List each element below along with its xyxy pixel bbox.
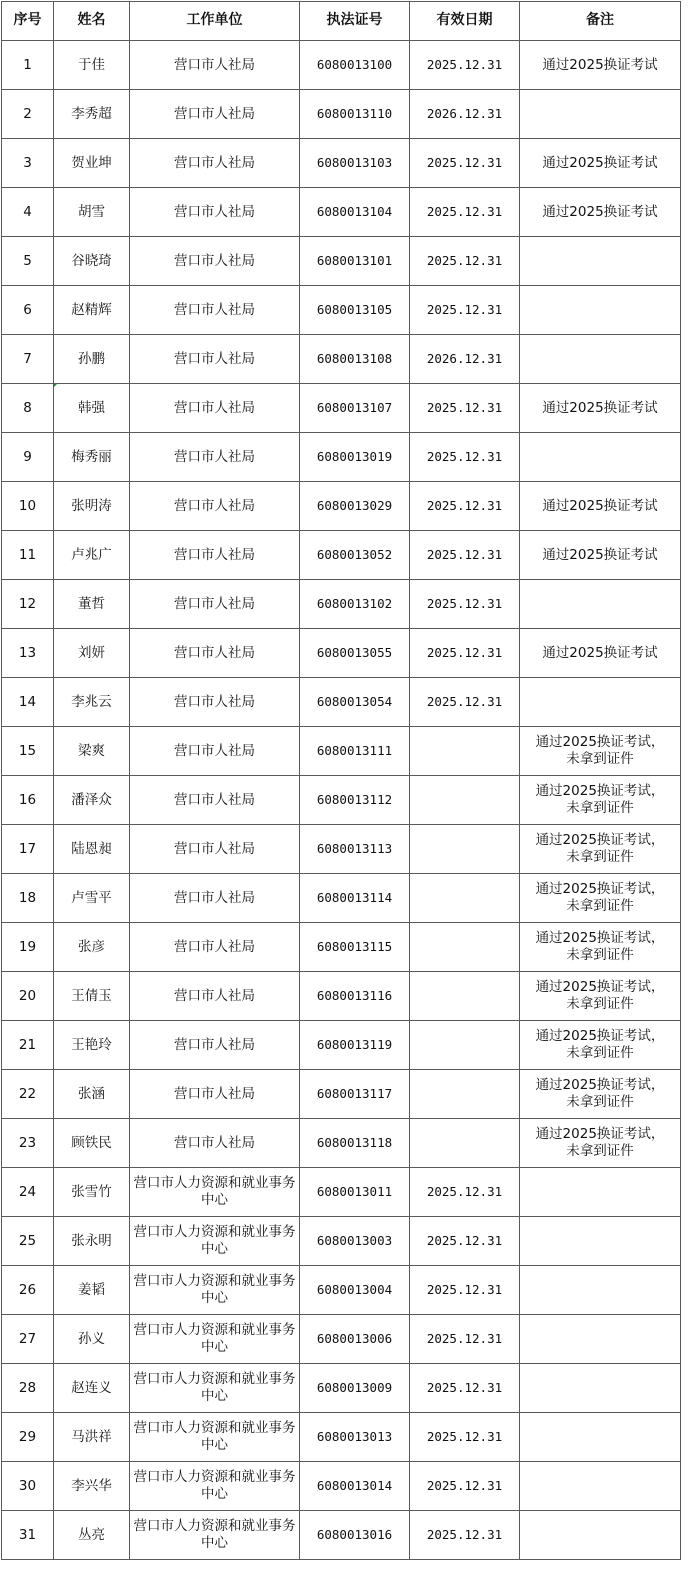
cell-note	[520, 1364, 681, 1413]
cell-no: 30	[2, 1462, 54, 1511]
cell-name: 陆恩昶	[54, 825, 130, 874]
cell-no: 4	[2, 188, 54, 237]
cell-note	[520, 1217, 681, 1266]
cell-cert: 6080013114	[300, 874, 410, 923]
cell-no: 21	[2, 1021, 54, 1070]
cell-unit: 营口市人社局	[130, 923, 300, 972]
cell-unit: 营口市人社局	[130, 433, 300, 482]
cell-unit: 营口市人社局	[130, 188, 300, 237]
table-row	[2, 923, 681, 972]
cell-note	[520, 1413, 681, 1462]
cell-cert: 6080013118	[300, 1119, 410, 1168]
cell-name: 孙义	[54, 1315, 130, 1364]
table-row	[2, 1217, 681, 1266]
table-row	[2, 1070, 681, 1119]
cell-name: 王艳玲	[54, 1021, 130, 1070]
table-row	[2, 825, 681, 874]
cell-name: 赵连义	[54, 1364, 130, 1413]
cell-unit: 营口市人力资源和就业事务中心	[130, 1168, 300, 1217]
cell-cert: 6080013111	[300, 727, 410, 776]
cell-unit: 营口市人社局	[130, 286, 300, 335]
cell-name: 李秀超	[54, 90, 130, 139]
cell-date: 2025.12.31	[410, 580, 520, 629]
cell-unit: 营口市人社局	[130, 1119, 300, 1168]
cell-cert: 6080013108	[300, 335, 410, 384]
cell-no: 10	[2, 482, 54, 531]
cell-cert: 6080013006	[300, 1315, 410, 1364]
cell-unit: 营口市人社局	[130, 678, 300, 727]
cell-name: 董哲	[54, 580, 130, 629]
cell-no: 27	[2, 1315, 54, 1364]
cell-note	[520, 90, 681, 139]
cell-unit: 营口市人社局	[130, 1070, 300, 1119]
table-row	[2, 678, 681, 727]
cell-date: 2025.12.31	[410, 678, 520, 727]
cell-name: 顾铁民	[54, 1119, 130, 1168]
cell-no: 22	[2, 1070, 54, 1119]
cell-note: 通过2025换证考试	[520, 384, 681, 433]
cell-name: 梅秀丽	[54, 433, 130, 482]
table-row	[2, 972, 681, 1021]
cell-cert: 6080013014	[300, 1462, 410, 1511]
cell-name: 刘妍	[54, 629, 130, 678]
cell-unit: 营口市人力资源和就业事务中心	[130, 1413, 300, 1462]
table-row	[2, 286, 681, 335]
cell-name: 张永明	[54, 1217, 130, 1266]
table-row	[2, 531, 681, 580]
cell-cert: 6080013112	[300, 776, 410, 825]
header-no: 序号	[2, 2, 54, 41]
cell-cert: 6080013110	[300, 90, 410, 139]
cell-date: 2025.12.31	[410, 188, 520, 237]
cell-cert: 6080013019	[300, 433, 410, 482]
cell-unit: 营口市人力资源和就业事务中心	[130, 1266, 300, 1315]
cell-note: 通过2025换证考试， 未拿到证件	[520, 923, 681, 972]
cell-cert: 6080013009	[300, 1364, 410, 1413]
cell-note	[520, 1511, 681, 1560]
cell-date: 2025.12.31	[410, 41, 520, 90]
table-row	[2, 90, 681, 139]
cell-unit: 营口市人社局	[130, 972, 300, 1021]
cell-note: 通过2025换证考试， 未拿到证件	[520, 1070, 681, 1119]
cell-note	[520, 1266, 681, 1315]
cell-no: 13	[2, 629, 54, 678]
cell-unit: 营口市人社局	[130, 139, 300, 188]
cell-name: 姜韬	[54, 1266, 130, 1315]
table-row	[2, 1119, 681, 1168]
cell-date: 2025.12.31	[410, 1266, 520, 1315]
table-row	[2, 188, 681, 237]
cell-unit: 营口市人社局	[130, 874, 300, 923]
cell-name: 王倩玉	[54, 972, 130, 1021]
cell-note: 通过2025换证考试	[520, 41, 681, 90]
cell-cert: 6080013011	[300, 1168, 410, 1217]
cell-date: 2025.12.31	[410, 482, 520, 531]
table-row	[2, 629, 681, 678]
cell-unit: 营口市人社局	[130, 727, 300, 776]
cell-cert: 6080013116	[300, 972, 410, 1021]
table-row	[2, 580, 681, 629]
cell-no: 2	[2, 90, 54, 139]
table-row	[2, 727, 681, 776]
cell-name: 李兆云	[54, 678, 130, 727]
cell-no: 3	[2, 139, 54, 188]
cell-note: 通过2025换证考试	[520, 531, 681, 580]
cell-name: 谷晓琦	[54, 237, 130, 286]
cell-date	[410, 1021, 520, 1070]
cell-no: 24	[2, 1168, 54, 1217]
table-row	[2, 1315, 681, 1364]
table-row	[2, 237, 681, 286]
table-row	[2, 1266, 681, 1315]
cell-cert: 6080013052	[300, 531, 410, 580]
cell-no: 1	[2, 41, 54, 90]
cell-no: 18	[2, 874, 54, 923]
cell-unit: 营口市人力资源和就业事务中心	[130, 1217, 300, 1266]
cell-cert: 6080013117	[300, 1070, 410, 1119]
cell-unit: 营口市人社局	[130, 482, 300, 531]
cell-no: 23	[2, 1119, 54, 1168]
table-row	[2, 1364, 681, 1413]
cell-name: 胡雪	[54, 188, 130, 237]
cell-no: 20	[2, 972, 54, 1021]
cell-note: 通过2025换证考试	[520, 139, 681, 188]
cell-note	[520, 678, 681, 727]
personnel-table	[1, 1, 681, 1560]
cell-note	[520, 1315, 681, 1364]
cell-cert: 6080013055	[300, 629, 410, 678]
cell-date: 2025.12.31	[410, 286, 520, 335]
table-row	[2, 482, 681, 531]
cell-no: 14	[2, 678, 54, 727]
cell-date	[410, 1070, 520, 1119]
table-body	[2, 41, 681, 1560]
cell-date	[410, 923, 520, 972]
cell-date: 2025.12.31	[410, 1217, 520, 1266]
cell-cert: 6080013115	[300, 923, 410, 972]
cell-no: 5	[2, 237, 54, 286]
table-row	[2, 1413, 681, 1462]
cell-unit: 营口市人社局	[130, 335, 300, 384]
cell-name: 韩强	[54, 384, 130, 433]
cell-note: 通过2025换证考试， 未拿到证件	[520, 972, 681, 1021]
cell-note	[520, 335, 681, 384]
cell-no: 28	[2, 1364, 54, 1413]
cell-cert: 6080013029	[300, 482, 410, 531]
cell-cert: 6080013103	[300, 139, 410, 188]
cell-note	[520, 580, 681, 629]
cell-date: 2025.12.31	[410, 384, 520, 433]
cell-no: 19	[2, 923, 54, 972]
cell-unit: 营口市人力资源和就业事务中心	[130, 1364, 300, 1413]
cell-name: 李兴华	[54, 1462, 130, 1511]
cell-note: 通过2025换证考试， 未拿到证件	[520, 874, 681, 923]
cell-note: 通过2025换证考试， 未拿到证件	[520, 1021, 681, 1070]
header-note: 备注	[520, 2, 681, 41]
cell-date: 2025.12.31	[410, 629, 520, 678]
cell-unit: 营口市人社局	[130, 580, 300, 629]
cell-note	[520, 433, 681, 482]
cell-date	[410, 776, 520, 825]
table-row	[2, 776, 681, 825]
cell-name: 马洪祥	[54, 1413, 130, 1462]
cell-name: 张彦	[54, 923, 130, 972]
cell-no: 16	[2, 776, 54, 825]
cell-name: 梁爽	[54, 727, 130, 776]
cell-cert: 6080013016	[300, 1511, 410, 1560]
cell-name: 丛亮	[54, 1511, 130, 1560]
cell-cert: 6080013003	[300, 1217, 410, 1266]
cell-date: 2025.12.31	[410, 139, 520, 188]
cell-no: 15	[2, 727, 54, 776]
table-row	[2, 1021, 681, 1070]
cell-name: 卢兆广	[54, 531, 130, 580]
cell-no: 17	[2, 825, 54, 874]
cell-date	[410, 825, 520, 874]
cell-date	[410, 1119, 520, 1168]
cell-no: 11	[2, 531, 54, 580]
cell-cert: 6080013119	[300, 1021, 410, 1070]
cell-cert: 6080013107	[300, 384, 410, 433]
cell-unit: 营口市人力资源和就业事务中心	[130, 1462, 300, 1511]
cell-name: 张涵	[54, 1070, 130, 1119]
table-row	[2, 1168, 681, 1217]
cell-note: 通过2025换证考试， 未拿到证件	[520, 825, 681, 874]
table-row	[2, 139, 681, 188]
cell-unit: 营口市人社局	[130, 776, 300, 825]
cell-date: 2025.12.31	[410, 1168, 520, 1217]
cell-unit: 营口市人社局	[130, 629, 300, 678]
cell-no: 31	[2, 1511, 54, 1560]
header-date: 有效日期	[410, 2, 520, 41]
cell-name: 赵精辉	[54, 286, 130, 335]
cell-date: 2025.12.31	[410, 531, 520, 580]
cell-note	[520, 286, 681, 335]
cell-date	[410, 874, 520, 923]
cell-cert: 6080013102	[300, 580, 410, 629]
cell-cert: 6080013113	[300, 825, 410, 874]
cell-date: 2026.12.31	[410, 335, 520, 384]
cell-cert: 6080013105	[300, 286, 410, 335]
cell-unit: 营口市人社局	[130, 384, 300, 433]
cell-unit: 营口市人社局	[130, 531, 300, 580]
table-row	[2, 874, 681, 923]
cell-note	[520, 1462, 681, 1511]
cell-unit: 营口市人力资源和就业事务中心	[130, 1511, 300, 1560]
cell-date: 2025.12.31	[410, 1315, 520, 1364]
cell-date: 2025.12.31	[410, 1364, 520, 1413]
cell-date: 2025.12.31	[410, 1511, 520, 1560]
table-row	[2, 41, 681, 90]
cell-no: 29	[2, 1413, 54, 1462]
cell-date	[410, 727, 520, 776]
cell-no: 6	[2, 286, 54, 335]
table-row	[2, 384, 681, 433]
cell-no: 25	[2, 1217, 54, 1266]
cell-date: 2025.12.31	[410, 237, 520, 286]
table-row	[2, 335, 681, 384]
table-row	[2, 1462, 681, 1511]
cell-name: 卢雪平	[54, 874, 130, 923]
cell-note: 通过2025换证考试	[520, 188, 681, 237]
cell-note: 通过2025换证考试， 未拿到证件	[520, 727, 681, 776]
cell-no: 12	[2, 580, 54, 629]
cell-name: 贺业坤	[54, 139, 130, 188]
table-row	[2, 1511, 681, 1560]
cell-date: 2026.12.31	[410, 90, 520, 139]
cell-no: 8	[2, 384, 54, 433]
table-row	[2, 433, 681, 482]
header-name: 姓名	[54, 2, 130, 41]
cell-no: 9	[2, 433, 54, 482]
header-cert: 执法证号	[300, 2, 410, 41]
cell-cert: 6080013013	[300, 1413, 410, 1462]
cell-date: 2025.12.31	[410, 1462, 520, 1511]
cell-cert: 6080013054	[300, 678, 410, 727]
cell-name: 孙鹏	[54, 335, 130, 384]
cell-unit: 营口市人社局	[130, 1021, 300, 1070]
cell-date	[410, 972, 520, 1021]
cell-cert: 6080013101	[300, 237, 410, 286]
cell-note	[520, 1168, 681, 1217]
cell-date: 2025.12.31	[410, 433, 520, 482]
cell-name: 张明涛	[54, 482, 130, 531]
cell-name: 于佳	[54, 41, 130, 90]
cell-cert: 6080013100	[300, 41, 410, 90]
cell-date: 2025.12.31	[410, 1413, 520, 1462]
cell-no: 26	[2, 1266, 54, 1315]
header-row	[2, 2, 681, 41]
cell-name: 潘泽众	[54, 776, 130, 825]
cell-unit: 营口市人社局	[130, 90, 300, 139]
cell-unit: 营口市人社局	[130, 237, 300, 286]
cell-name: 张雪竹	[54, 1168, 130, 1217]
table-header	[2, 2, 681, 41]
cell-unit: 营口市人社局	[130, 41, 300, 90]
cell-cert: 6080013004	[300, 1266, 410, 1315]
cell-unit: 营口市人力资源和就业事务中心	[130, 1315, 300, 1364]
cell-note: 通过2025换证考试	[520, 629, 681, 678]
cell-unit: 营口市人社局	[130, 825, 300, 874]
cell-cert: 6080013104	[300, 188, 410, 237]
cell-note	[520, 237, 681, 286]
cell-note: 通过2025换证考试， 未拿到证件	[520, 1119, 681, 1168]
cell-note: 通过2025换证考试	[520, 482, 681, 531]
header-unit: 工作单位	[130, 2, 300, 41]
cell-no: 7	[2, 335, 54, 384]
cell-note: 通过2025换证考试， 未拿到证件	[520, 776, 681, 825]
